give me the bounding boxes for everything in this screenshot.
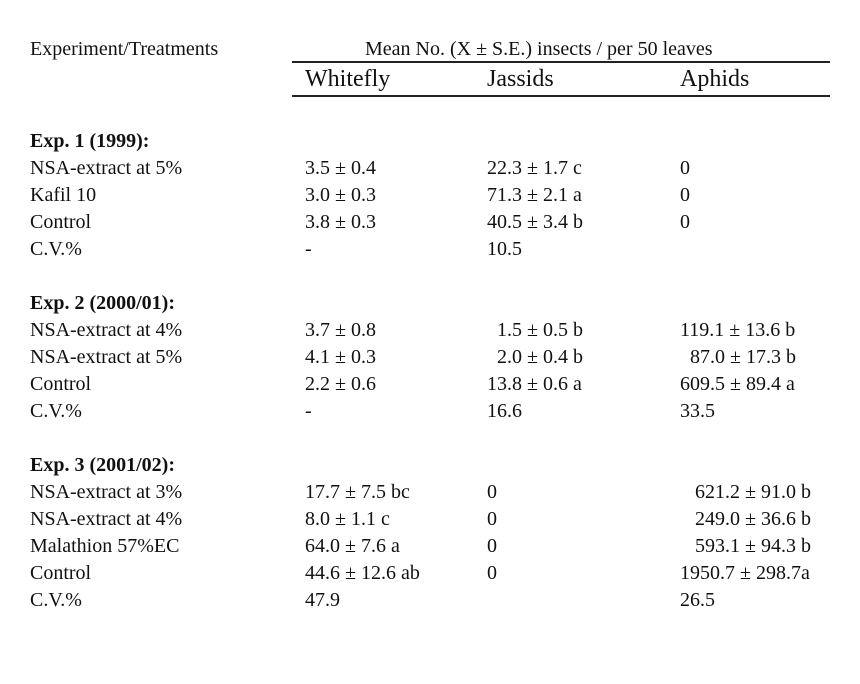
table-cell-whitefly: 3.5 ± 0.4 (305, 157, 376, 179)
table-cell-aphids: 621.2 ± 91.0 b (680, 481, 811, 503)
table-cell-jassids: 13.8 ± 0.6 a (487, 373, 582, 395)
table-cell-jassids: 1.5 ± 0.5 b (487, 319, 583, 341)
experiment-3-title: Exp. 3 (2001/02): (30, 454, 175, 476)
header-top-rule (292, 61, 830, 63)
table-cell-jassids: 0 (487, 481, 497, 503)
table-cell-jassids: 22.3 ± 1.7 c (487, 157, 582, 179)
table-cell-treatment: NSA-extract at 5% (30, 346, 183, 368)
table-cell-whitefly: 4.1 ± 0.3 (305, 346, 376, 368)
column-header-whitefly: Whitefly (305, 66, 391, 92)
column-header-jassids: Jassids (487, 66, 554, 92)
table-cell-treatment: Malathion 57%EC (30, 535, 180, 557)
table-cell-aphids: 0 (680, 157, 690, 179)
table-cell-whitefly: 47.9 (305, 589, 340, 611)
table-cell-whitefly: 8.0 ± 1.1 c (305, 508, 390, 530)
table-cell-jassids: 40.5 ± 3.4 b (487, 211, 583, 233)
table-cell-jassids: 10.5 (487, 238, 522, 260)
table-cell-aphids: 1950.7 ± 298.7a (680, 562, 810, 584)
table-cell-aphids: 119.1 ± 13.6 b (680, 319, 796, 341)
header-bottom-rule (292, 95, 830, 97)
column-header-aphids: Aphids (680, 66, 750, 92)
table-cell-whitefly: - (305, 238, 312, 260)
header-mean-label: Mean No. (X ± S.E.) insects / per 50 leaves (365, 38, 713, 60)
table-cell-treatment: Control (30, 373, 92, 395)
table-cell-treatment: Control (30, 211, 92, 233)
table-cell-whitefly: 3.0 ± 0.3 (305, 184, 376, 206)
table-cell-jassids: 2.0 ± 0.4 b (487, 346, 583, 368)
table-cell-jassids: 0 (487, 562, 497, 584)
experiment-2-title: Exp. 2 (2000/01): (30, 292, 175, 314)
table-cell-treatment: C.V.% (30, 589, 82, 611)
table-cell-treatment: C.V.% (30, 400, 82, 422)
table-cell-whitefly: 44.6 ± 12.6 ab (305, 562, 420, 584)
table-cell-treatment: Control (30, 562, 92, 584)
table-cell-jassids: 0 (487, 535, 497, 557)
table-cell-whitefly: 17.7 ± 7.5 bc (305, 481, 410, 503)
table-cell-whitefly: 3.7 ± 0.8 (305, 319, 376, 341)
table-cell-whitefly: - (305, 400, 312, 422)
table-cell-treatment: NSA-extract at 3% (30, 481, 183, 503)
table-cell-whitefly: 2.2 ± 0.6 (305, 373, 376, 395)
table-cell-jassids: 71.3 ± 2.1 a (487, 184, 582, 206)
table-cell-treatment: C.V.% (30, 238, 82, 260)
table-cell-aphids: 609.5 ± 89.4 a (680, 373, 795, 395)
header-treatments-label: Experiment/Treatments (30, 38, 219, 60)
table-cell-treatment: NSA-extract at 4% (30, 319, 183, 341)
table-cell-treatment: NSA-extract at 5% (30, 157, 183, 179)
table-cell-aphids: 593.1 ± 94.3 b (680, 535, 811, 557)
table-cell-aphids: 249.0 ± 36.6 b (680, 508, 811, 530)
table-cell-jassids: 16.6 (487, 400, 522, 422)
table-cell-treatment: Kafil 10 (30, 184, 97, 206)
table-cell-jassids: 0 (487, 508, 497, 530)
table-cell-whitefly: 64.0 ± 7.6 a (305, 535, 400, 557)
table-cell-aphids: 87.0 ± 17.3 b (680, 346, 796, 368)
table-cell-aphids: 26.5 (680, 589, 715, 611)
table-cell-aphids: 0 (680, 211, 690, 233)
experiment-1-title: Exp. 1 (1999): (30, 130, 150, 152)
table-cell-treatment: NSA-extract at 4% (30, 508, 183, 530)
table-cell-aphids: 0 (680, 184, 690, 206)
table-cell-aphids: 33.5 (680, 400, 715, 422)
table-cell-whitefly: 3.8 ± 0.3 (305, 211, 376, 233)
